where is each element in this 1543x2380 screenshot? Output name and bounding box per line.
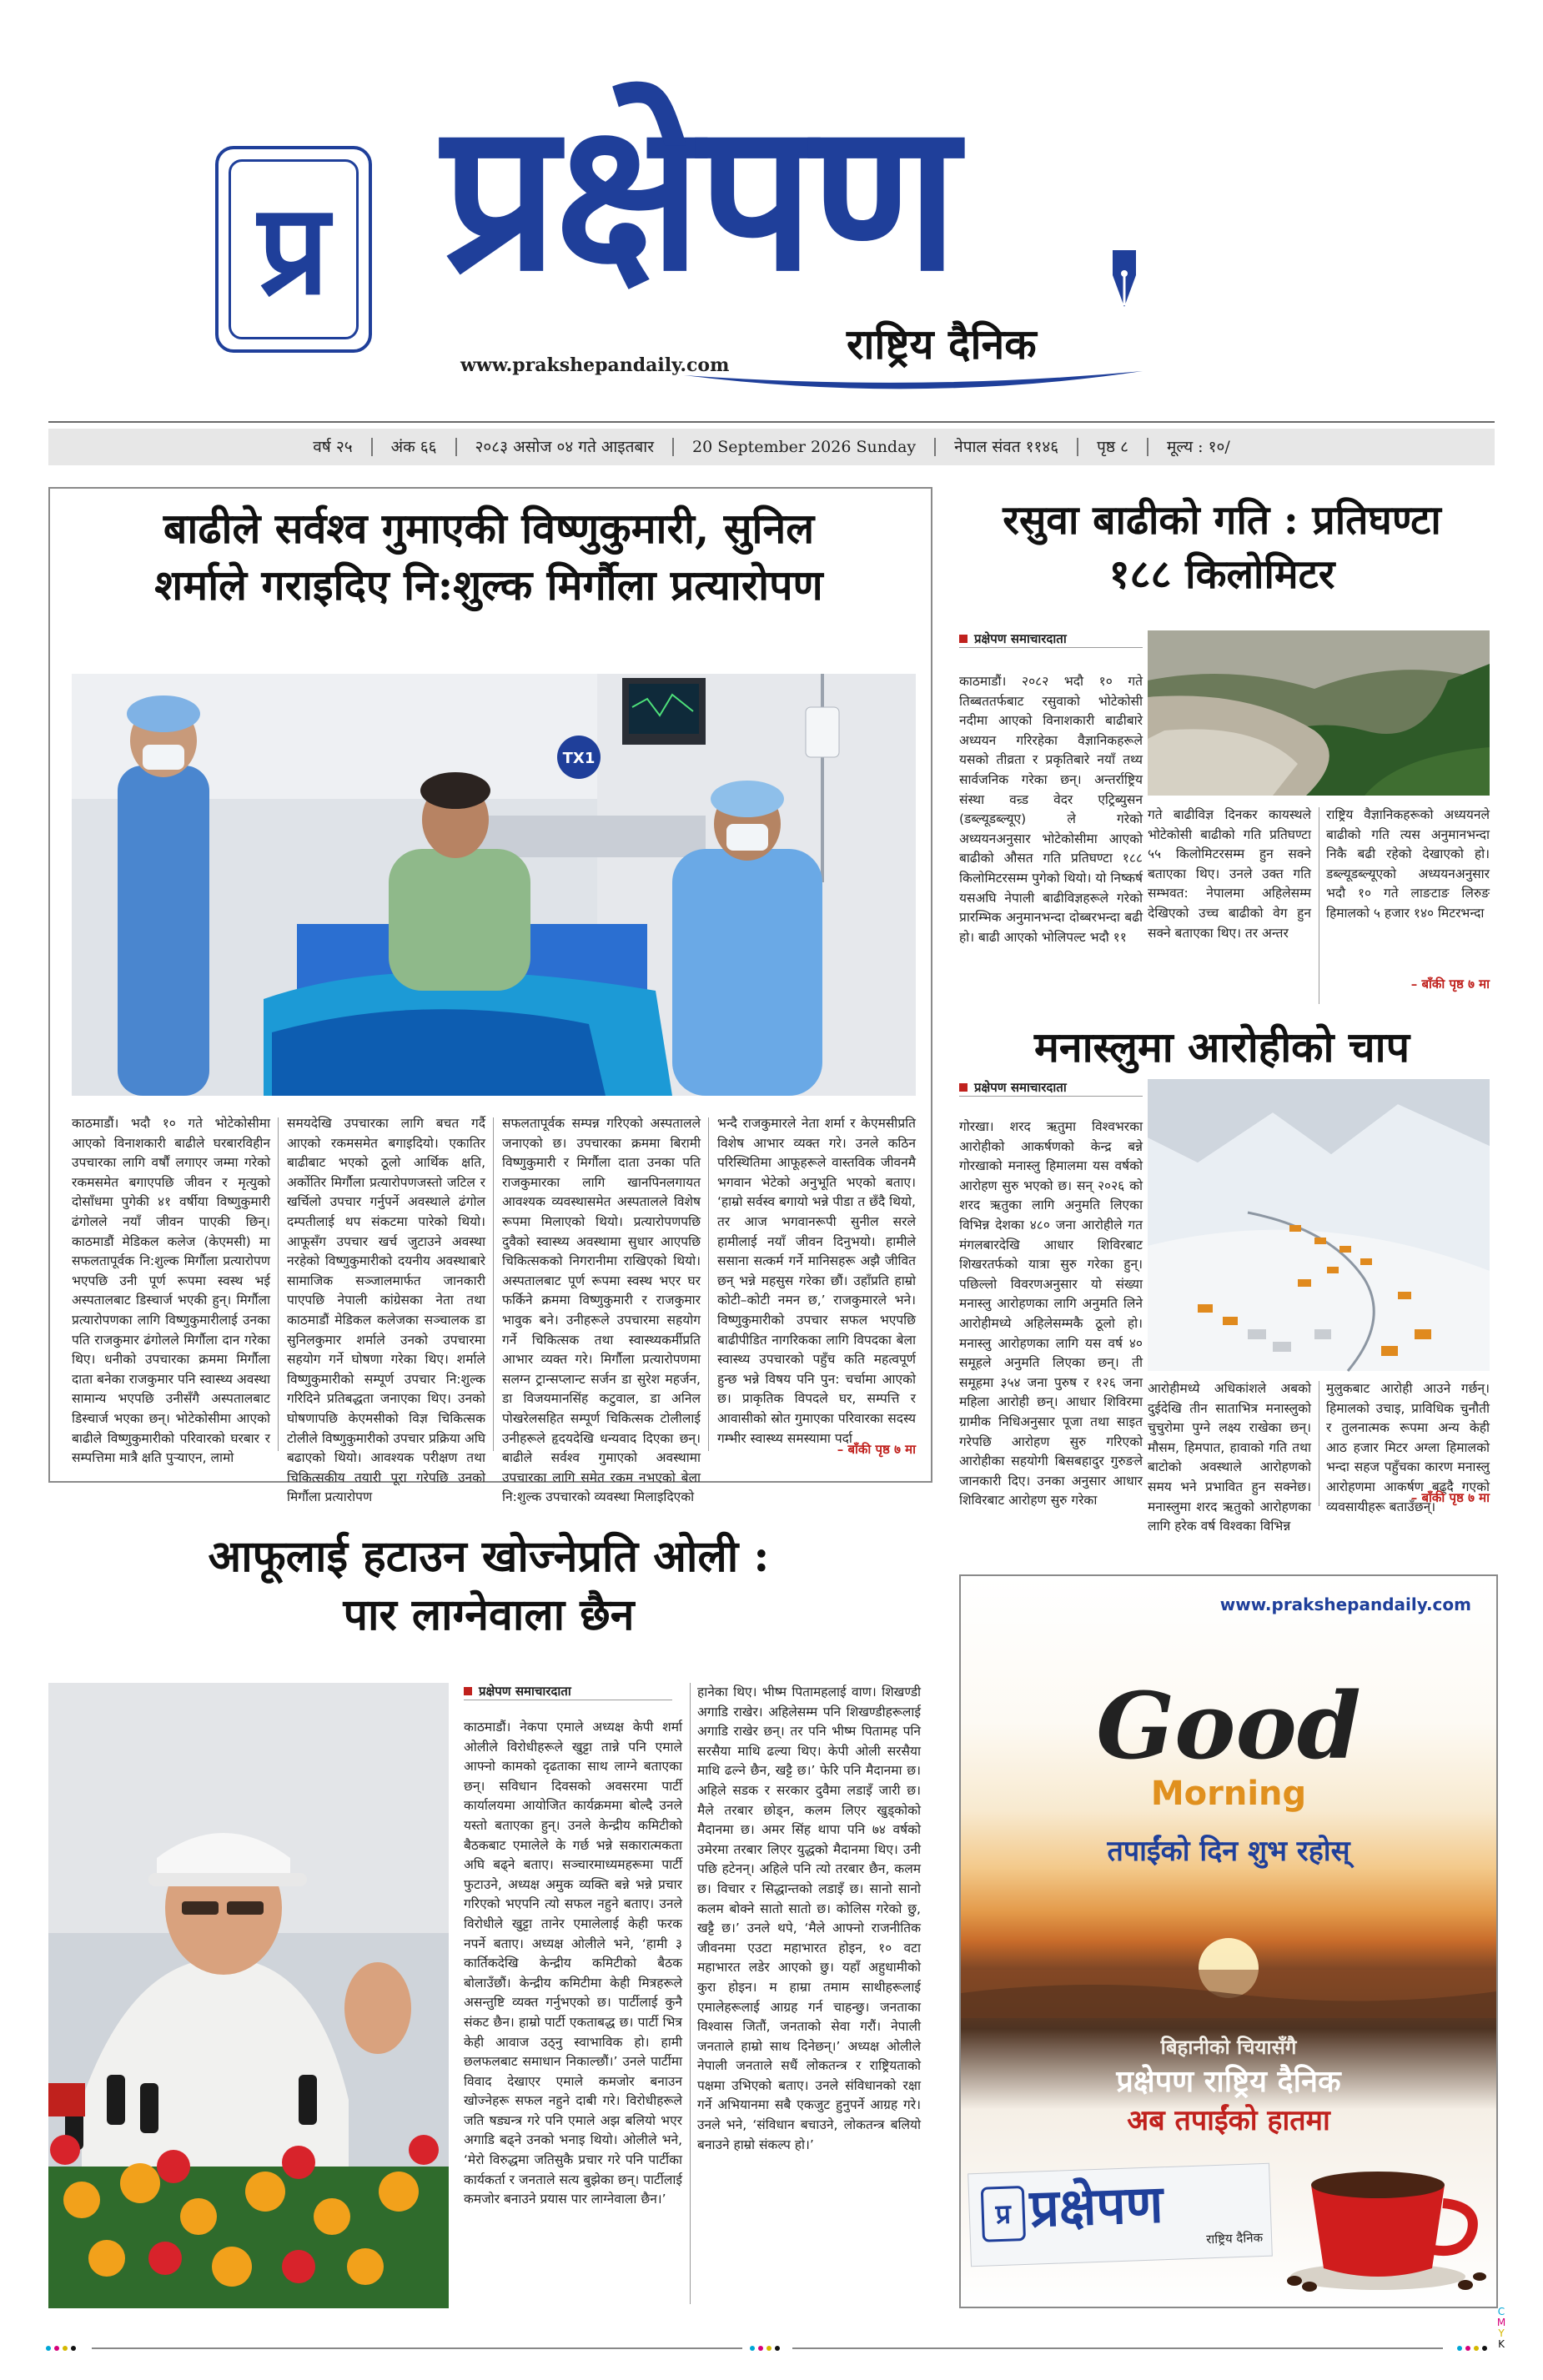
rasuwa-headline-line2: १८८ किलोमिटर bbox=[1108, 550, 1335, 598]
masthead-title: प्रक्षेपण bbox=[442, 76, 956, 316]
masthead-url[interactable]: www.prakshepandaily.com bbox=[460, 354, 730, 376]
manaslu-story-col1: गोरखा। शरद ऋतुमा विश्वभरका आरोहीको आकर्षणको केन्द्र बन्ने गोरखाको मनास्लु हिमालमा यस वर्षको आरोहण सुरु भएको छ। सन् २०२६ को शरद ऋतुका लागि अनुमति लिएका विभिन्न देशका ४८० जना आरोहीले गत मंगलबारदेखि आधार शिविरबाट शिखरतर्फको यात्रा सुरु गरेका हुन्। पछिल्लो विवरणअनुसार यो संख्या मनास्लु आरोहणका लागि अनुमति लिने आरोहीमध्ये अहिलेसम्मकै ठूलो हो। मनास्लु आरोहणका लागि यस वर्ष ४० समूहले अनुमति लिएका छन्। ती समूहमा ३५४ जना पुरुष र १२६ जना महिला आरोही छन्। आधार शिविरमा ग्रामीक निधिअनुसार पूजा तथा साइत गरेपछि आरोहण सुरु गरिएको आरोहीका सहयोगी बिसबहादुर गुरुङले जानकारी दिए। उनका अनुसार आधार शिविरबाट आरोहण सुरु गरेका bbox=[959, 1119, 1143, 1509]
manaslu-byline bbox=[959, 1079, 1143, 1096]
print-mark-y: Y bbox=[1498, 2327, 1505, 2339]
info-bar bbox=[48, 429, 1495, 465]
info-page: पृष्ठ ८ bbox=[1077, 438, 1147, 456]
ad-paper-title: प्रक्षेपण bbox=[1028, 2173, 1164, 2239]
rasuwa-story-col1: काठमाडौं। २०८२ भदौ १० गते तिब्बततर्फबाट रसुवाको भोटेकोसी नदीमा आएको विनाशकारी बाढीबारे अध्ययन गरिरहेका वैज्ञानिकहरूले यसको तीव्रता र प्रकृतिबारे नयाँ तथ्य सार्वजनिक गरेका छन्। अन्तर्राष्ट्रिय संस्था वन्र्ड वेदर एट्रिब्युसन (डब्ल्यूडब्ल्यूए) ले गरेको अध्ययनअनुसार भोटेकोसीमा आएको बाढीको औसत गति प्रतिघण्टा १८८ किलोमिटरसम्म पुगेको थियो। यो निष्कर्ष यसअघि नेपाली बाढीविज्ञहरूले गरेको प्रारम्भिक अनुमानभन्दा दोब्बरभन्दा बढी हो। बाढी आएको भोलिपल्ट भदौ ११ bbox=[959, 674, 1143, 945]
ad-paper-logo: प्र bbox=[981, 2186, 1026, 2242]
lead-story-photo bbox=[72, 674, 916, 1096]
rasuwa-story-col2: गते बाढीविज्ञ दिनकर कायस्थले भोटेकोसी बाढीको गति प्रतिघण्टा ५५ किलोमिटरसम्म हुन सक्ने बताएका थिए। उनले उक्त गति सम्भवत: नेपालमा अहिलेसम्म देखिएको उच्च बाढीको वेग हुन सक्ने बताएका थिए। तर अन्तर bbox=[1148, 807, 1311, 941]
manaslu-story-col3: मुलुकबाट आरोही आउने गर्छन्। हिमालको उचाइ, प्राविधिक चुनौती र तुलनात्मक रूपमा अन्य केही आठ हजार मिटर अग्ला हिमालको भन्दा सहज पहुँचका कारण मनास्लु आरोहणमा आकर्षण बढ्दै गएको व्यवसायीहरू बताउँछन्। bbox=[1326, 1381, 1490, 1514]
col-divider bbox=[708, 1117, 709, 1451]
byline-marker bbox=[959, 1083, 968, 1092]
lead-story-headline bbox=[58, 500, 919, 613]
oli-story-col2: हानेका थिए। भीष्म पितामहलाई वाण। शिखण्डी अगाडि राखेर। अहिलेसम्म पनि शिखण्डीहरूलाई अगाडि राखेर छन्। तर पनि भीष्म पितामह पनि सरसैया माथि ढल्या थिए। केपी ओली सरसैया माथि ढल्ने छैन, खट्टै छ।’ फेरि पनि मैदानमा छ। अहिले सडक र सरकार दुवैमा लडाइँ जारी छ। मैले तरबार छोड्न, कलम लिएर खुड्कोको मैदानमा छ। अमर सिंह थापा पनि ७४ वर्षको उमेरमा तरबार लिएर युद्धको मैदानमा थिए। उनी पछि हटेनन्। अहिले पनि त्यो तरबार छैन, कलम छ। विचार र सिद्धान्तको लडाइँ छ। सानो सानो कलम बोक्ने सातो सातो छ। कोलिस गरेको छु, खट्टै छ।’ उनले थपे, ‘मैले आफ्नो राजनीतिक जीवनमा एउटा महाभारत होइन, १० वटा महाभारत लडेर आएको छु। यहाँ अहुधामीको कुरा होइन। म हाम्रा तमाम साथीहरूलाई एमालेहरूलाई आग्रह गर्न चाहन्छु। जनताका विश्वास जितौं, जनताको सेवा गरौं। नेपाली जनताले हाम्रो साथ दिनेछन्।’ अध्यक्ष ओलीले नेपाली जनताले सधैं लोकतन्त्र र राष्ट्रियताको पक्षमा उभिएको बताए। उनले संविधानको रक्षा गर्ने अभियानमा सबै एकजुट हुनुपर्ने आग्रह गरे। उनले भने, ‘संविधान बचाउने, लोकतन्त्र बलियो बनाउने हाम्रो संकल्प हो।’ bbox=[697, 1685, 921, 2152]
coffee-cup-icon bbox=[1286, 2152, 1486, 2293]
lead-story-col2: समयदेखि उपचारका लागि बचत गर्दै आएको रकमसमेत बगाइदियो। एकातिर बाढीबाट भएको ठूलो आर्थिक क्षति, अर्कोतिर मिर्गौला प्रत्यारोपणजस्तो जटिल र खर्चिलो उपचार गर्नुपर्ने अवस्थाले ढंगोल दम्पतीलाई थप संकटमा पारेको थियो। आफूसँग उपचार खर्च जुटाउने अवस्था नरहेको विष्णुकुमारीको दयनीय अवस्थाबारे सामाजिक सञ्जालमार्फत जानकारी पाएपछि नेपाली कांग्रेसका नेता तथा काठमाडौं मेडिकल कलेजका सञ्चालक डा सुनिलकुमार शर्माले उनको उपचारमा सहयोग गर्ने घोषणा गरेका थिए। शर्माले विष्णुकुमारीको सम्पूर्ण उपचार नि:शुल्क गरिदिने प्रतिबद्धता जनाएका थिए। उनको घोषणापछि केएमसीको विज्ञ चिकित्सक टोलीले विष्णुकुमारीको उपचार प्रक्रिया अघि बढाएको थियो। आवश्यक परीक्षण तथा चिकित्सकीय तयारी पूरा गरेपछि उनको मिर्गौला प्रत्यारोपण bbox=[287, 1116, 485, 1505]
masthead-rule-top bbox=[48, 421, 1495, 423]
lead-story-col1: काठमाडौं। भदौ १० गते भोटेकोसीमा आएको विनाशकारी बाढीले घरबारविहीन उपचारका लागि वर्षौं लगाएर जम्मा गरेको रकमसमेत बगाएपछि जीवन र मृत्युको दोसाँधमा पुगेकी ४१ वर्षीया विष्णुकुमारी ढंगोलले नयाँ जीवन पाएकी छिन्। काठमाडौं मेडिकल कलेज (केएमसी) मा सफलतापूर्वक नि:शुल्क मिर्गौला प्रत्यारोपण भएपछि उनी पूर्ण रूपमा स्वस्थ भई अस्पतालबाट डिस्चार्ज भएकी हुन्। मिर्गौला प्रत्यारोपणका लागि विष्णुकुमारीलाई उनका पति राजकुमार ढंगोलले मिर्गौला दान गरेका थिए। धनीको उपचारका क्रममा मिर्गौला दाता बनेका राजकुमार पनि स्वास्थ्य अवस्था सामान्य भएपछि उनीसँगै अस्पतालबाट डिस्चार्ज भएका छन्। भोटेकोसीमा आएको बाढीले विष्णुकुमारीको परिवारको घरबार र सम्पत्तिमा मात्रै क्षति पुऱ्याएन, लामो bbox=[72, 1116, 270, 1466]
manaslu-byline-text: प्रक्षेपण समाचारदाता bbox=[974, 1080, 1067, 1095]
ad-line3: अब तपाईंको हातमा bbox=[1127, 2104, 1330, 2137]
rasuwa-continued: – बाँकी पृष्ठ ७ मा bbox=[1410, 977, 1490, 992]
rasuwa-byline bbox=[959, 630, 1143, 647]
rasuwa-byline-text: प्रक्षेपण समाचारदाता bbox=[974, 631, 1067, 646]
ad-greeting-good: Good bbox=[1096, 1672, 1361, 1780]
registration-strip bbox=[42, 2345, 1501, 2352]
print-mark-c: C bbox=[1497, 2306, 1505, 2317]
lead-story-continued: – बाँकी पृष्ठ ७ मा bbox=[837, 1442, 916, 1457]
ad-line1: बिहानीको चियासँगै bbox=[1160, 2036, 1297, 2059]
info-date-bs: २०८३ असोज ०४ गते आइतबार bbox=[455, 438, 672, 456]
col-divider bbox=[493, 1117, 494, 1451]
print-marks-cmyk bbox=[1495, 2307, 1508, 2350]
ad-url[interactable]: www.prakshepandaily.com bbox=[1219, 1594, 1471, 1614]
info-date-ad: 20 September 2026 Sunday bbox=[672, 438, 934, 456]
ad-greeting-morning: Morning bbox=[1150, 1775, 1307, 1813]
manaslu-camp-photo bbox=[1148, 1079, 1490, 1371]
ad-paper-subtitle: राष्ट्रिय दैनिक bbox=[1205, 2230, 1264, 2247]
rasuwa-headline-line1: रसुवा बाढीको गति : प्रतिघण्टा bbox=[1003, 497, 1441, 544]
info-volume: वर्ष २५ bbox=[313, 438, 353, 456]
rasuwa-story-headline bbox=[951, 494, 1493, 602]
print-mark-k: K bbox=[1498, 2338, 1505, 2350]
oli-story-col1: काठमाडौं। नेकपा एमाले अध्यक्ष केपी शर्मा ओलीले विरोधीहरूले खुट्टा तान्ने पनि एमाले आफ्नो कामको दृढताका साथ लाग्ने बताएका छन्। सविधान दिवसको अवसरमा पार्टी कार्यालयमा आयोजित कार्यक्रममा बोल्दै उनले यस्तो बताएका हुन्। उनले केन्द्रीय कमिटीको बैठकबाट एमालेले के गर्छ भन्ने सकारात्मकता अघि बढ्ने बताए। सञ्चारमाध्यमहरूमा पार्टी फुटाउने, अध्यक्ष अमुक व्यक्ति बन्ने भन्ने प्रचार गरिएको भएपनि त्यो सफल नहुने बताए। उनले विरोधीले खुट्टा तानेर एमालेलाई केही फरक नपर्ने बताए। अध्यक्ष ओलीले भने, ‘हामी ३ कार्तिकदेखि केन्द्रीय कमिटीको बैठक बोलाउँछौं। केन्द्रीय कमिटीमा केही मित्रहरूले असन्तुष्टि व्यक्त गर्नुभएको छ। पार्टीलाई कुनै संकट छैन। हाम्रो पार्टी एकताबद्ध छ। पार्टी भित्र केही आवाज उठ्नु स्वाभाविक हो। हामी छलफलबाट समाधान निकाल्छौं।’ उनले पार्टीमा विवाद देखाएर एमाले कमजोर बनाउन खोज्नेहरू सफल नहुने दाबी गरे। विरोधीहरूले जति षड्यन्त्र गरे पनि एमाले अझ बलियो भएर अगाडि बढ्ने उनको भनाइ थियो। ओलीले भने, ‘मेरो विरुद्धमा जतिसुकै प्रचार गरे पनि पार्टीका कार्यकर्ता र जनताले सत्य बुझेका छन्। पार्टीलाई कमजोर बनाउने प्रयास पार लाग्नेवाला छैन।’ bbox=[464, 1720, 682, 2207]
col-divider bbox=[278, 1117, 279, 1451]
oli-byline bbox=[464, 1683, 672, 1700]
lead-story-col4: भन्दै राजकुमारले नेता शर्मा र केएमसीप्रति विशेष आभार व्यक्त गरे। उनले कठिन परिस्थितिमा आफूहरूले वास्तविक जीवनमै भगवान भेटेको अनुभूति भएको बताए। ‘हाम्रो सर्वस्व बगायो भन्ने पीडा त छँदै थियो, तर आज भगवानरूपी सुनील सरले हामीलाई नयाँ जीवन दिनुभयो। हामीले ससाना सत्कर्म गर्ने मानिसहरू अझै जीवित छन् भन्ने महसुस गरेका छौं। उहाँप्रति हाम्रो कोटी–कोटी नमन छ,’ राजकुमारले भने। विष्णुकुमारीको उपचार सफल भएपछि बाढीपीडित नागरिकका लागि विपदका बेला स्वास्थ्य उपचारको पहुँच कति महत्वपूर्ण हुन्छ भन्ने विषय पनि पुन: चर्चामा आएको छ। प्राकृतिक विपदले घर, सम्पत्ति र आवासीको स्रोत गुमाएका परिवारका सदस्य गम्भीर स्वास्थ्य समस्यामा पर्दा bbox=[717, 1116, 916, 1446]
oli-story-headline bbox=[48, 1528, 929, 1644]
good-morning-ad[interactable] bbox=[959, 1574, 1498, 2308]
lead-headline-line1: बाढीले सर्वश्व गुमाएकी विष्णुकुमारी, सुनिल bbox=[163, 504, 815, 553]
manaslu-continued: – बाँकी पृष्ठ ७ मा bbox=[1410, 1490, 1490, 1505]
oli-headline-line1: आफूलाई हटाउन खोज्नेप्रति ओली : bbox=[208, 1531, 770, 1582]
masthead-logo-letter: प्र bbox=[229, 159, 359, 339]
masthead-subtitle: राष्ट्रिय दैनिक bbox=[847, 319, 1037, 369]
photo-tx1-label: TX1 bbox=[562, 750, 596, 767]
byline-rule bbox=[959, 647, 1143, 648]
ad-wish: तपाईंको दिन शुभ रहोस् bbox=[1107, 1835, 1350, 1868]
info-price: मूल्य : १०/ bbox=[1147, 438, 1249, 456]
manaslu-story-col2: आरोहीमध्ये अधिकांशले अबको दुईदेखि तीन साताभित्र मनास्लुको चुचुरोमा पुग्ने लक्ष्य राखेका छन्। मौसम, हिमपात, हावाको गति तथा बाटोको अवस्थाले आरोहणको समय भने प्रभावित हुन सक्नेछ। मनास्लुमा शरद ऋतुको आरोहणका लागि हरेक वर्ष विश्वका विभिन्न bbox=[1148, 1381, 1311, 1534]
oli-byline-text: प्रक्षेपण समाचारदाता bbox=[479, 1684, 571, 1699]
ad-sunrise-illustration bbox=[961, 1876, 1496, 2018]
byline-marker bbox=[464, 1687, 472, 1695]
info-nepal-sambat: नेपाल संवत ११४६ bbox=[934, 438, 1077, 456]
lead-story-col3: सफलतापूर्वक सम्पन्न गरिएको अस्पतालले जनाएको छ। उपचारका क्रममा बिरामी विष्णुकुमारी र मिर्गौला दाता उनका पति राजकुमारका लागि खानपिनलगायत आवश्यक व्यवस्थासमेत अस्पतालले विशेष रूपमा मिलाएको थियो। प्रत्यारोपणपछि दुवैको स्वास्थ्य अवस्थामा सुधार आएपछि चिकित्सकको निगरानीमा राखिएको थियो। अस्पतालबाट पूर्ण रूपमा स्वस्थ भएर घर फर्किने क्रममा विष्णुकुमारी र राजकुमार भावुक बने। उनीहरूले उपचारमा सहयोग गर्ने चिकित्सक तथा स्वास्थ्यकर्मीप्रति आभार व्यक्त गरे। मिर्गौला प्रत्यारोपणमा सलग्न ट्रान्सप्लान्ट सर्जन डा सुरेश महर्जन, डा विजयमानसिंह कटुवाल, डा अनिल पोखरेलसहित सम्पूर्ण चिकित्सक टोलीलाई उनीहरूले हृदयदेखि धन्यवाद दिएका छन्। बाढीले सर्वश्व गुमाएको अवस्थामा उपचारका लागि समेत रकम नभएको बेला नि:शुल्क उपचारको व्यवस्था मिलाइदिएको bbox=[502, 1116, 701, 1505]
oli-speech-photo bbox=[48, 1683, 449, 2308]
lead-headline-line2: शर्माले गराइदिए नि:शुल्क मिर्गौला प्रत्यारोपण bbox=[154, 560, 823, 610]
byline-marker bbox=[959, 635, 968, 643]
pen-nib-icon bbox=[1109, 250, 1139, 309]
print-mark-m: M bbox=[1496, 2317, 1506, 2328]
oli-headline-line2: पार लाग्नेवाला छैन bbox=[343, 1589, 635, 1641]
masthead-swoosh bbox=[684, 367, 1143, 400]
ad-newspaper-illustration bbox=[968, 2163, 1273, 2267]
info-issue: अंक ६६ bbox=[371, 438, 455, 456]
ad-line2: प्रक्षेपण राष्ट्रिय दैनिक bbox=[1116, 2065, 1341, 2099]
rasuwa-flood-photo bbox=[1148, 630, 1490, 796]
byline-rule bbox=[959, 1096, 1143, 1097]
manaslu-story-headline: मनास्लुमा आरोहीको चाप bbox=[1033, 1022, 1410, 1072]
masthead-logo bbox=[215, 146, 372, 353]
col-divider bbox=[690, 1683, 691, 2304]
rasuwa-story-col3: राष्ट्रिय वैज्ञानिकहरूको अध्ययनले बाढीको गति त्यस अनुमानभन्दा निकै बढी रहेको देखाएको हो। डब्ल्यूडब्ल्यूएको अध्ययनअनुसार भदौ १० गते लाङटाङ लिरुङ हिमालको ५ हजार १४० मिटरभन्दा bbox=[1326, 807, 1490, 921]
